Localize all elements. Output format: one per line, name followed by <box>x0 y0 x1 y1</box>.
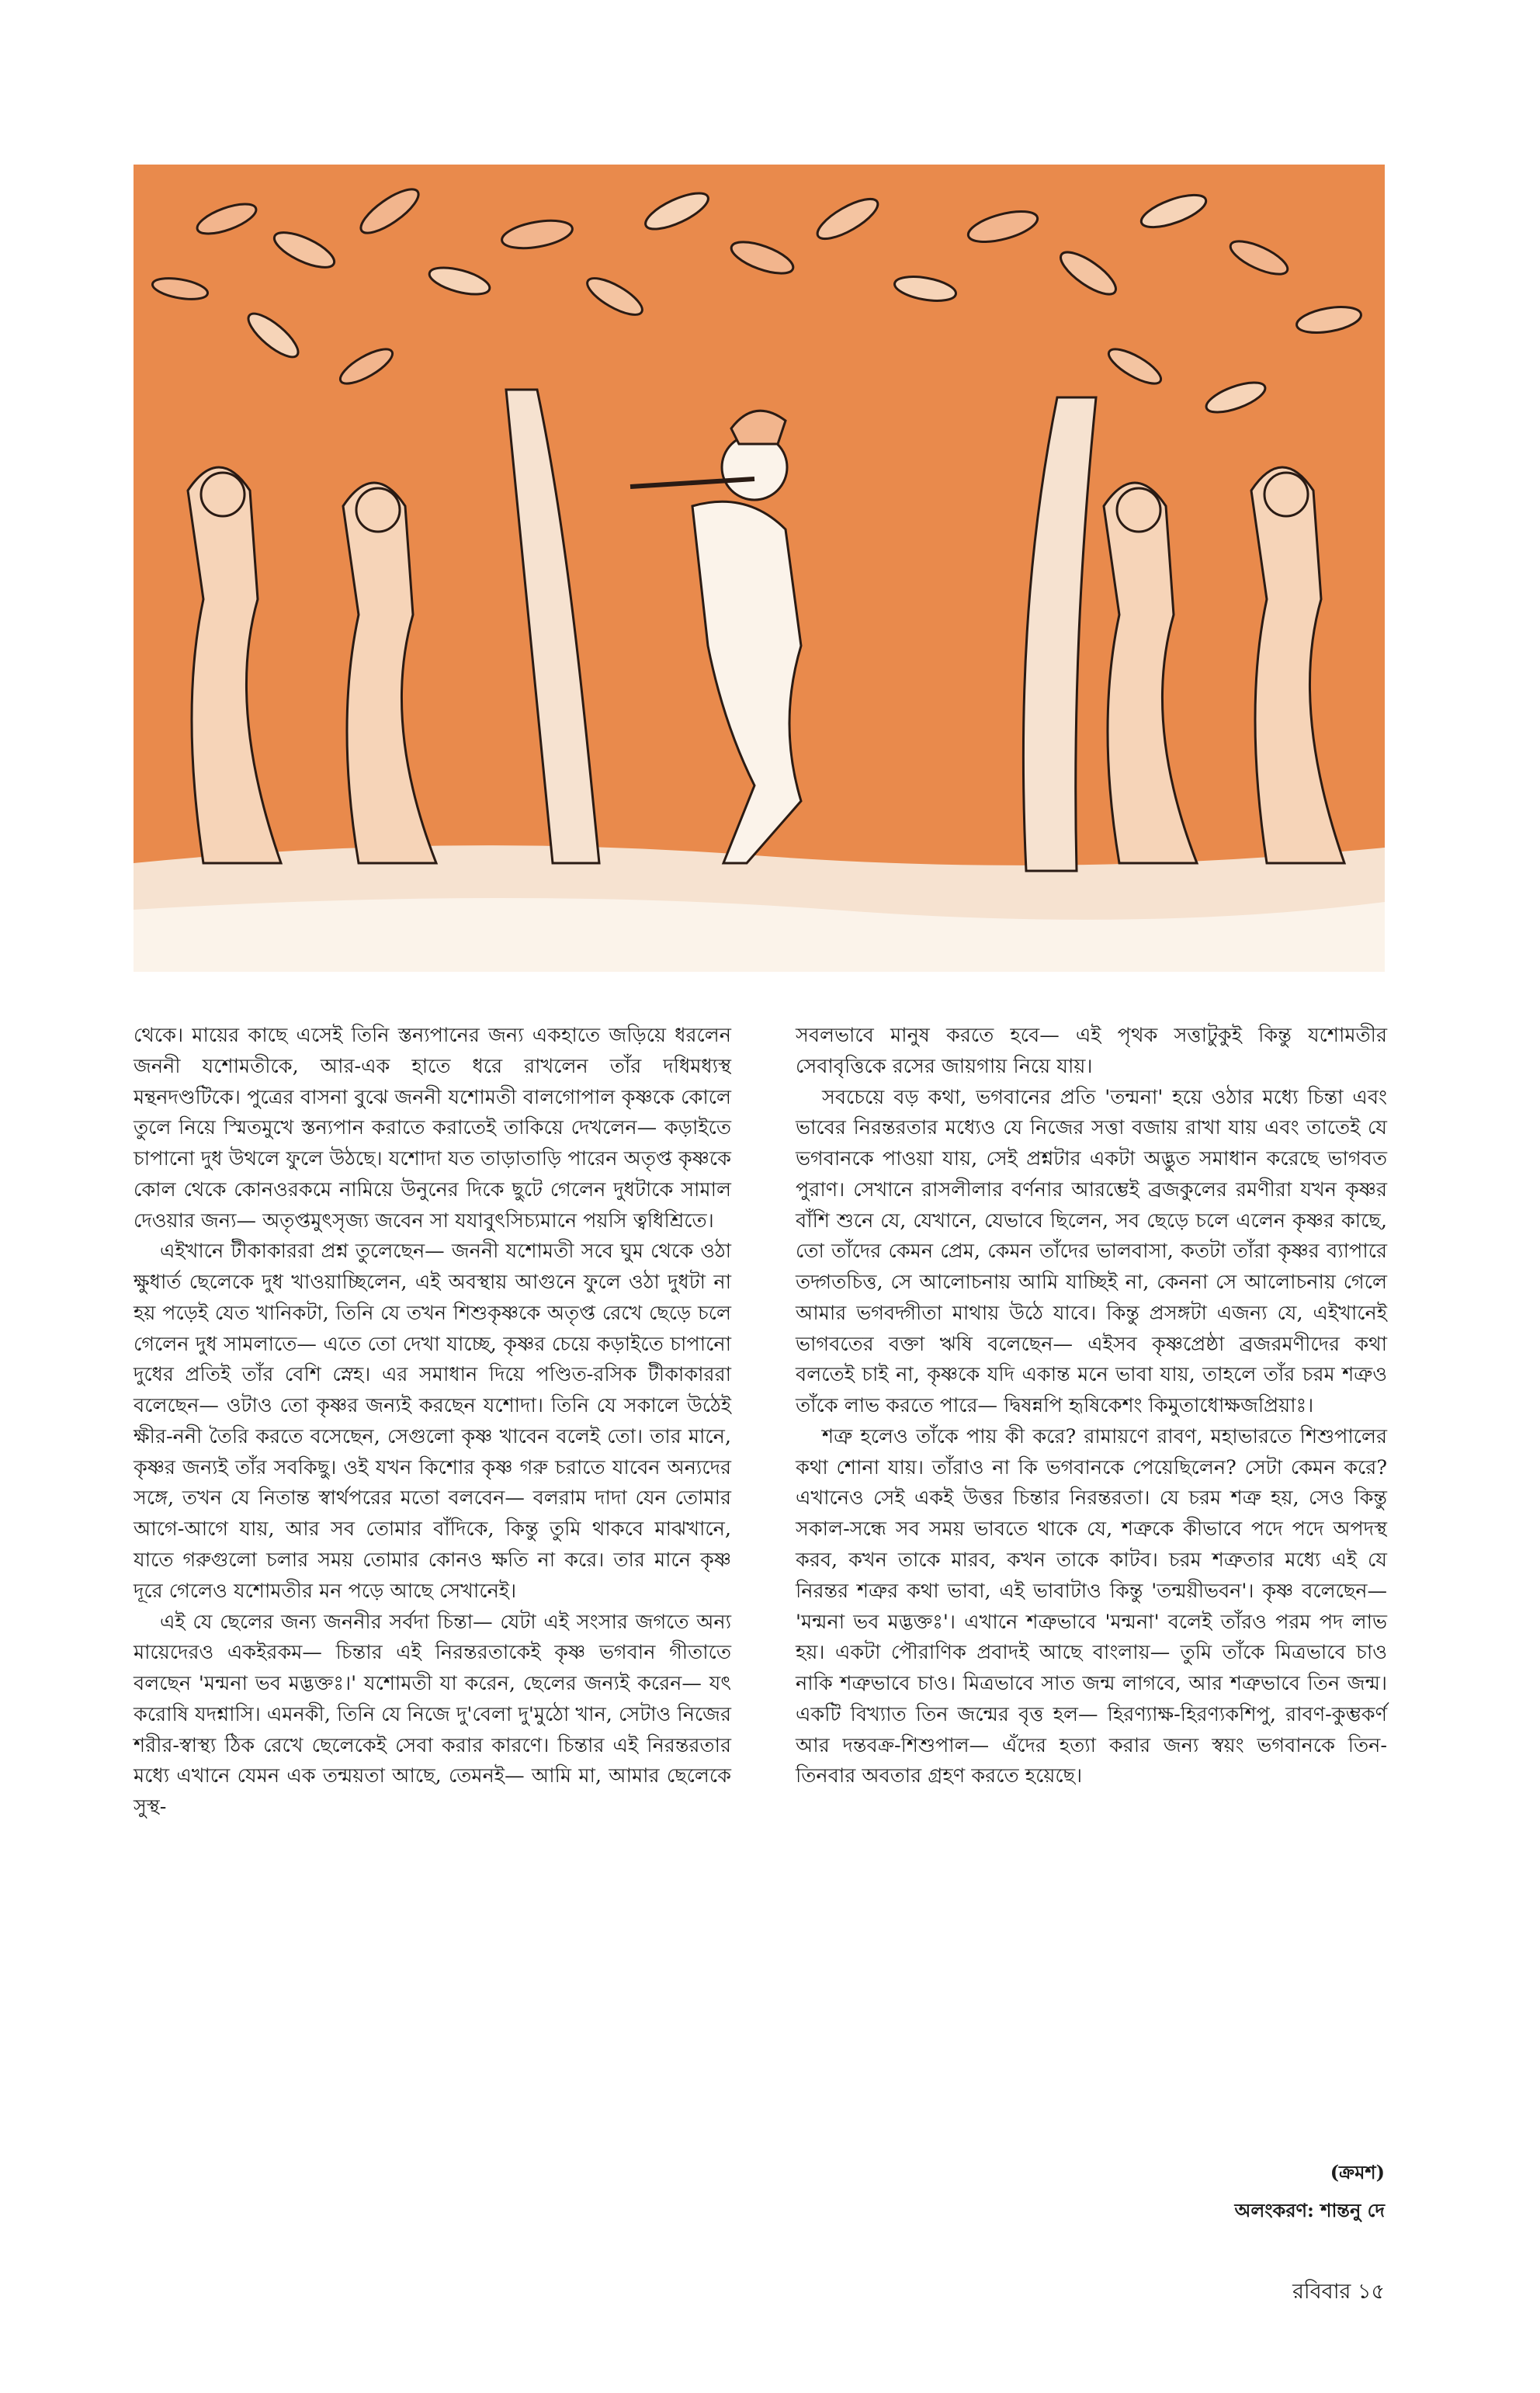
continued-label: (ক্রমশ) <box>1330 2161 1385 2183</box>
paragraph: সবলভাবে মানুষ করতে হবে— এই পৃথক সত্তাটুকুই কিন্তু যশোমতীর সেবাবৃত্তিকে রসের জায়গায় নিয়ে যায়। <box>796 1024 1387 1078</box>
illustration-svg <box>134 165 1385 972</box>
paragraph: থেকে। মায়ের কাছে এসেই তিনি স্তন্যপানের জন্য একহাতে জড়িয়ে ধরলেন জননী যশোমতীকে, আর-এক হাতে ধরে রাখলেন তাঁর দধিমধ্যস্থ মন্থনদণ্ডটিকে। পুত্রের বাসনা বুঝে জননী যশোমতী বালগোপাল কৃষ্ণকে কোলে তুলে নিয়ে স্মিতমুখে স্তন্যপান করাতে করাতেই তাকিয়ে দেখলেন— কড়াইতে চাপানো দুধ উথলে ফুলে উঠছে। যশোদা যত তাড়াতাড়ি পারেন অতৃপ্ত কৃষ্ণকে কোল থেকে কোনওরকমে নামিয়ে উনুনের দিকে ছুটে গেলেন দুধটাকে সামাল দেওয়ার জন্য— অতৃপ্তমুৎসৃজ্য জবেন সা যযাবুৎসিচ্যমানে পয়সি ত্বধিশ্রিতে। <box>134 1024 731 1233</box>
illustration-credit: অলংকরণ: শান্তনু দে <box>1234 2199 1385 2221</box>
left-column <box>134 1021 731 1823</box>
paragraph: এইখানে টীকাকাররা প্রশ্ন তুলেছেন— জননী যশোমতী সবে ঘুম থেকে ওঠা ক্ষুধার্ত ছেলেকে দুধ খাওয়াচ্ছিলেন, এই অবস্থায় আগুনে ফুলে ওঠা দুধটা না হয় পড়েই যেত খানিকটা, তিনি যে তখন শিশুকৃষ্ণকে অতৃপ্ত রেখে ছেড়ে চলে গেলেন দুধ সামলাতে— এতে তো দেখা যাচ্ছে, কৃষ্ণর চেয়ে কড়াইতে চাপানো দুধের প্রতিই তাঁর বেশি স্নেহ। এর সমাধান দিয়ে পণ্ডিত-রসিক টীকাকাররা বলেছেন— ওটাও তো কৃষ্ণর জন্যই করছেন যশোদা। তিনি যে সকালে উঠেই ক্ষীর-ননী তৈরি করতে বসেছেন, সেগুলো কৃষ্ণ খাবেন বলেই তো। তার মানে, কৃষ্ণর জন্যই তাঁর সবকিছু। ওই যখন কিশোর কৃষ্ণ গরু চরাতে যাবেন অন্যদের সঙ্গে, তখন যে নিতান্ত স্বার্থপরের মতো বলবেন— বলরাম দাদা যেন তোমার আগে-আগে যায়, আর সব তোমার বাঁদিকে, কিন্তু তুমি থাকবে মাঝখানে, যাতে গরুগুলো চলার সময় তোমার কোনও ক্ষতি না করে। তার মানে কৃষ্ণ দূরে গেলেও যশোমতীর মন পড়ে আছে সেখানেই। <box>134 1240 731 1603</box>
illustration-krishna-gopis <box>134 165 1385 972</box>
right-column <box>796 1021 1387 1792</box>
page-footer: রবিবার ১৫ <box>1292 2280 1385 2304</box>
paragraph: শত্রু হলেও তাঁকে পায় কী করে? রামায়ণে রাবণ, মহাভারতে শিশুপালের কথা শোনা যায়। তাঁরাও না কি ভগবানকে পেয়েছিলেন? সেটা কেমন করে? এখানেও সেই একই উত্তর চিন্তার নিরন্তরতা। যে চরম শত্রু হয়, সেও কিন্তু সকাল-সন্ধে সব সময় ভাবতে থাকে যে, শত্রুকে কীভাবে পদে পদে অপদস্থ করব, কখন তাকে মারব, কখন তাকে কাটব। চরম শত্রুতার মধ্যে এই যে নিরন্তর শত্রুর কথা ভাবা, এই ভাবাটাও কিন্তু 'তন্ময়ীভবন'। কৃষ্ণ বলেছেন— 'মন্মনা ভব মদ্ভক্তঃ'। এখানে শত্রুভাবে 'মন্মনা' বলেই তাঁরও পরম পদ লাভ হয়। একটা পৌরাণিক প্রবাদই আছে বাংলায়— তুমি তাঁকে মিত্রভাবে চাও নাকি শত্রুভাবে চাও। মিত্রভাবে সাত জন্ম লাগবে, আর শত্রুভাবে তিন জন্ম। একটি বিখ্যাত তিন জন্মের বৃত্ত হল— হিরণ্যাক্ষ-হিরণ্যকশিপু, রাবণ-কুম্ভকর্ণ আর দন্তবক্র-শিশুপাল— এঁদের হত্যা করার জন্য স্বয়ং ভগবানকে তিন-তিনবার অবতার গ্রহণ করতে হয়েছে। <box>796 1424 1387 1788</box>
paragraph: সবচেয়ে বড় কথা, ভগবানের প্রতি 'তন্মনা' হয়ে ওঠার মধ্যে চিন্তা এবং ভাবের নিরন্তরতার মধ্যেও যে নিজের সত্তা বজায় রাখা যায় এবং তাতেই যে ভগবানকে পাওয়া যায়, সেই প্রশ্নটার একটা অদ্ভুত সমাধান করেছে ভাগবত পুরাণ। সেখানে রাসলীলার বর্ণনার আরম্ভেই ব্রজকুলের রমণীরা যখন কৃষ্ণর বাঁশি শুনে যে, যেখানে, যেভাবে ছিলেন, সব ছেড়ে চলে এলেন কৃষ্ণর কাছে, তো তাঁদের কেমন প্রেম, কেমন তাঁদের ভালবাসা, কতটা তাঁরা কৃষ্ণর ব্যাপারে তদ্গতচিত্ত, সে আলোচনায় আমি যাচ্ছিই না, কেননা সে আলোচনায় গেলে আমার ভগবদ্গীতা মাথায় উঠে যাবে। কিন্তু প্রসঙ্গটা এজন্য যে, এইখানেই ভাগবতের বক্তা ঋষি বলেছেন— এইসব কৃষ্ণপ্রেষ্ঠা ব্রজরমণীদের কথা বলতেই চাই না, কৃষ্ণকে যদি একান্ত মনে ভাবা যায়, তাহলে তাঁর চরম শত্রুও তাঁকে লাভ করতে পারে— দ্বিষন্নপি হৃষিকেশং কিমুতাধোক্ষজপ্রিয়াঃ। <box>796 1085 1387 1418</box>
paragraph: এই যে ছেলের জন্য জননীর সর্বদা চিন্তা— যেটা এই সংসার জগতে অন্য মায়েদেরও একইরকম— চিন্তার এই নিরন্তরতাকেই কৃষ্ণ ভগবান গীতাতে বলছেন 'মন্মনা ভব মদ্ভক্তঃ।' যশোমতী যা করেন, ছেলের জন্যই করেন— যৎ করোষি যদশ্নাসি। এমনকী, তিনি যে নিজে দু'বেলা দু'মুঠো খান, সেটাও নিজের শরীর-স্বাস্থ্য ঠিক রেখে ছেলেকেই সেবা করার কারণে। চিন্তার এই নিরন্তরতার মধ্যে এখানে যেমন এক তন্ময়তা আছে, তেমনই— আমি মা, আমার ছেলেকে সুস্থ- <box>134 1610 731 1819</box>
